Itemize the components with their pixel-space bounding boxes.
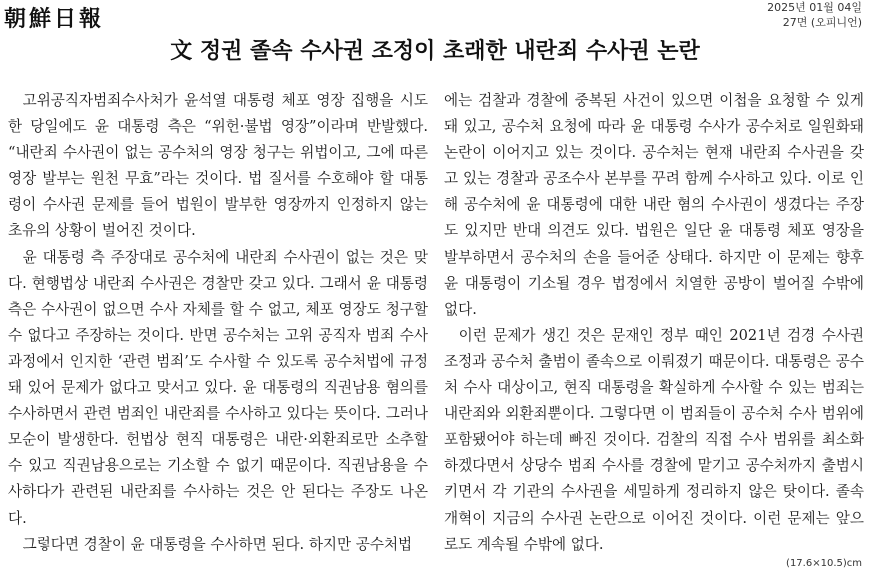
page-section: 27면 (오피니언) bbox=[782, 16, 862, 29]
paragraph: 그렇다면 경찰이 윤 대통령을 수사하면 된다. 하지만 공수처법 bbox=[22, 535, 413, 553]
issue-date: 2025년 01월 04일 bbox=[767, 1, 862, 14]
newspaper-logo: 朝鮮日報 bbox=[4, 6, 105, 32]
paragraph-continued: 에는 검찰과 경찰에 중복된 사건이 있으면 이첩을 요청할 수 있게 돼 있고, 공수처 요청에 따라 윤 대통령 수사가 공수처로 일원화돼 논란이 이어지고 있는 것이다. 공수처는 현재 내란죄 수사권을 갖고 있는 경찰과 공조수사 본부를 꾸려 함께 수사하고 있다. 이로 인해 공수처에 윤 대통령에 대한 내란 혐의 수사권이 생겼다는 주장도 있지만 반대 의견도 있다. 법원은 일단 윤 대통령 체포 영장을 발부하면서 공수처의 손을 들어준 상태다. 하지만 이 문제는 향후 윤 대통령이 기소될 경우 법정에서 치열한 공방이 벌어질 수밖에 없다. bbox=[444, 92, 864, 318]
article-headline: 文 정권 졸속 수사권 조정이 초래한 내란죄 수사권 논란 bbox=[170, 39, 700, 64]
article-column-left bbox=[8, 88, 428, 558]
paragraph: 윤 대통령 측 주장대로 공수처에 내란죄 수사권이 없는 것은 맞다. 현행법상 내란죄 수사권은 경찰만 갖고 있다. 그래서 윤 대통령 측은 수사권이 없으면 수사 자체를 할 수 없고, 체포 영장도 청구할 수 없다고 주장하는 것이다. 반면 공수처는 고위 공직자 범죄 수사 과정에서 인지한 ‘관련 범죄’도 수사할 수 있도록 공수처법에 규정돼 있어 문제가 없다고 맞서고 있다. 윤 대통령의 직권남용 혐의를 수사하면서 관련 범죄인 내란죄를 수사하고 있다는 뜻이다. 그러나 모순이 발생한다. 헌법상 현직 대통령은 내란·외환죄로만 소추할 수 있고 직권남용으로는 기소할 수 없기 때문이다. 직권남용을 수사하다가 관련된 내란죄를 수사하는 것은 안 된다는 주장도 나온다. bbox=[8, 248, 428, 527]
issue-meta bbox=[767, 0, 862, 30]
article-column-right bbox=[444, 88, 864, 558]
clipping-size: (17.6×10.5)cm bbox=[786, 558, 862, 569]
paragraph: 이런 문제가 생긴 것은 문재인 정부 때인 2021년 검경 수사권 조정과 공수처 출범이 졸속으로 이뤄졌기 때문이다. 대통령은 공수처 수사 대상이고, 현직 대통령을 확실하게 수사할 수 있는 범죄는 내란죄와 외환죄뿐이다. 그렇다면 이 범죄들이 공수처 수사 범위에 포함됐어야 하는데 빠진 것이다. 검찰의 직접 수사 범위를 최소화하겠다면서 상당수 범죄 수사를 경찰에 맡기고 공수처까지 출범시키면서 각 기관의 수사권을 세밀하게 정리하지 않은 탓이다. 졸속 개혁이 지금의 수사권 논란으로 이어진 것이다. 이런 문제는 앞으로도 계속될 수밖에 없다. bbox=[444, 326, 864, 553]
paragraph: 고위공직자범죄수사처가 윤석열 대통령 체포 영장 집행을 시도한 당일에도 윤 대통령 측은 “위헌·불법 영장”이라며 반발했다. “내란죄 수사권이 없는 공수처의 영장 청구는 위법이고, 그에 따른 영장 발부는 원천 무효”라는 것이다. 법 질서를 수호해야 할 대통령이 수사권 문제를 들어 법원이 발부한 영장까지 인정하지 않는 초유의 상황이 벌어진 것이다. bbox=[8, 92, 428, 240]
